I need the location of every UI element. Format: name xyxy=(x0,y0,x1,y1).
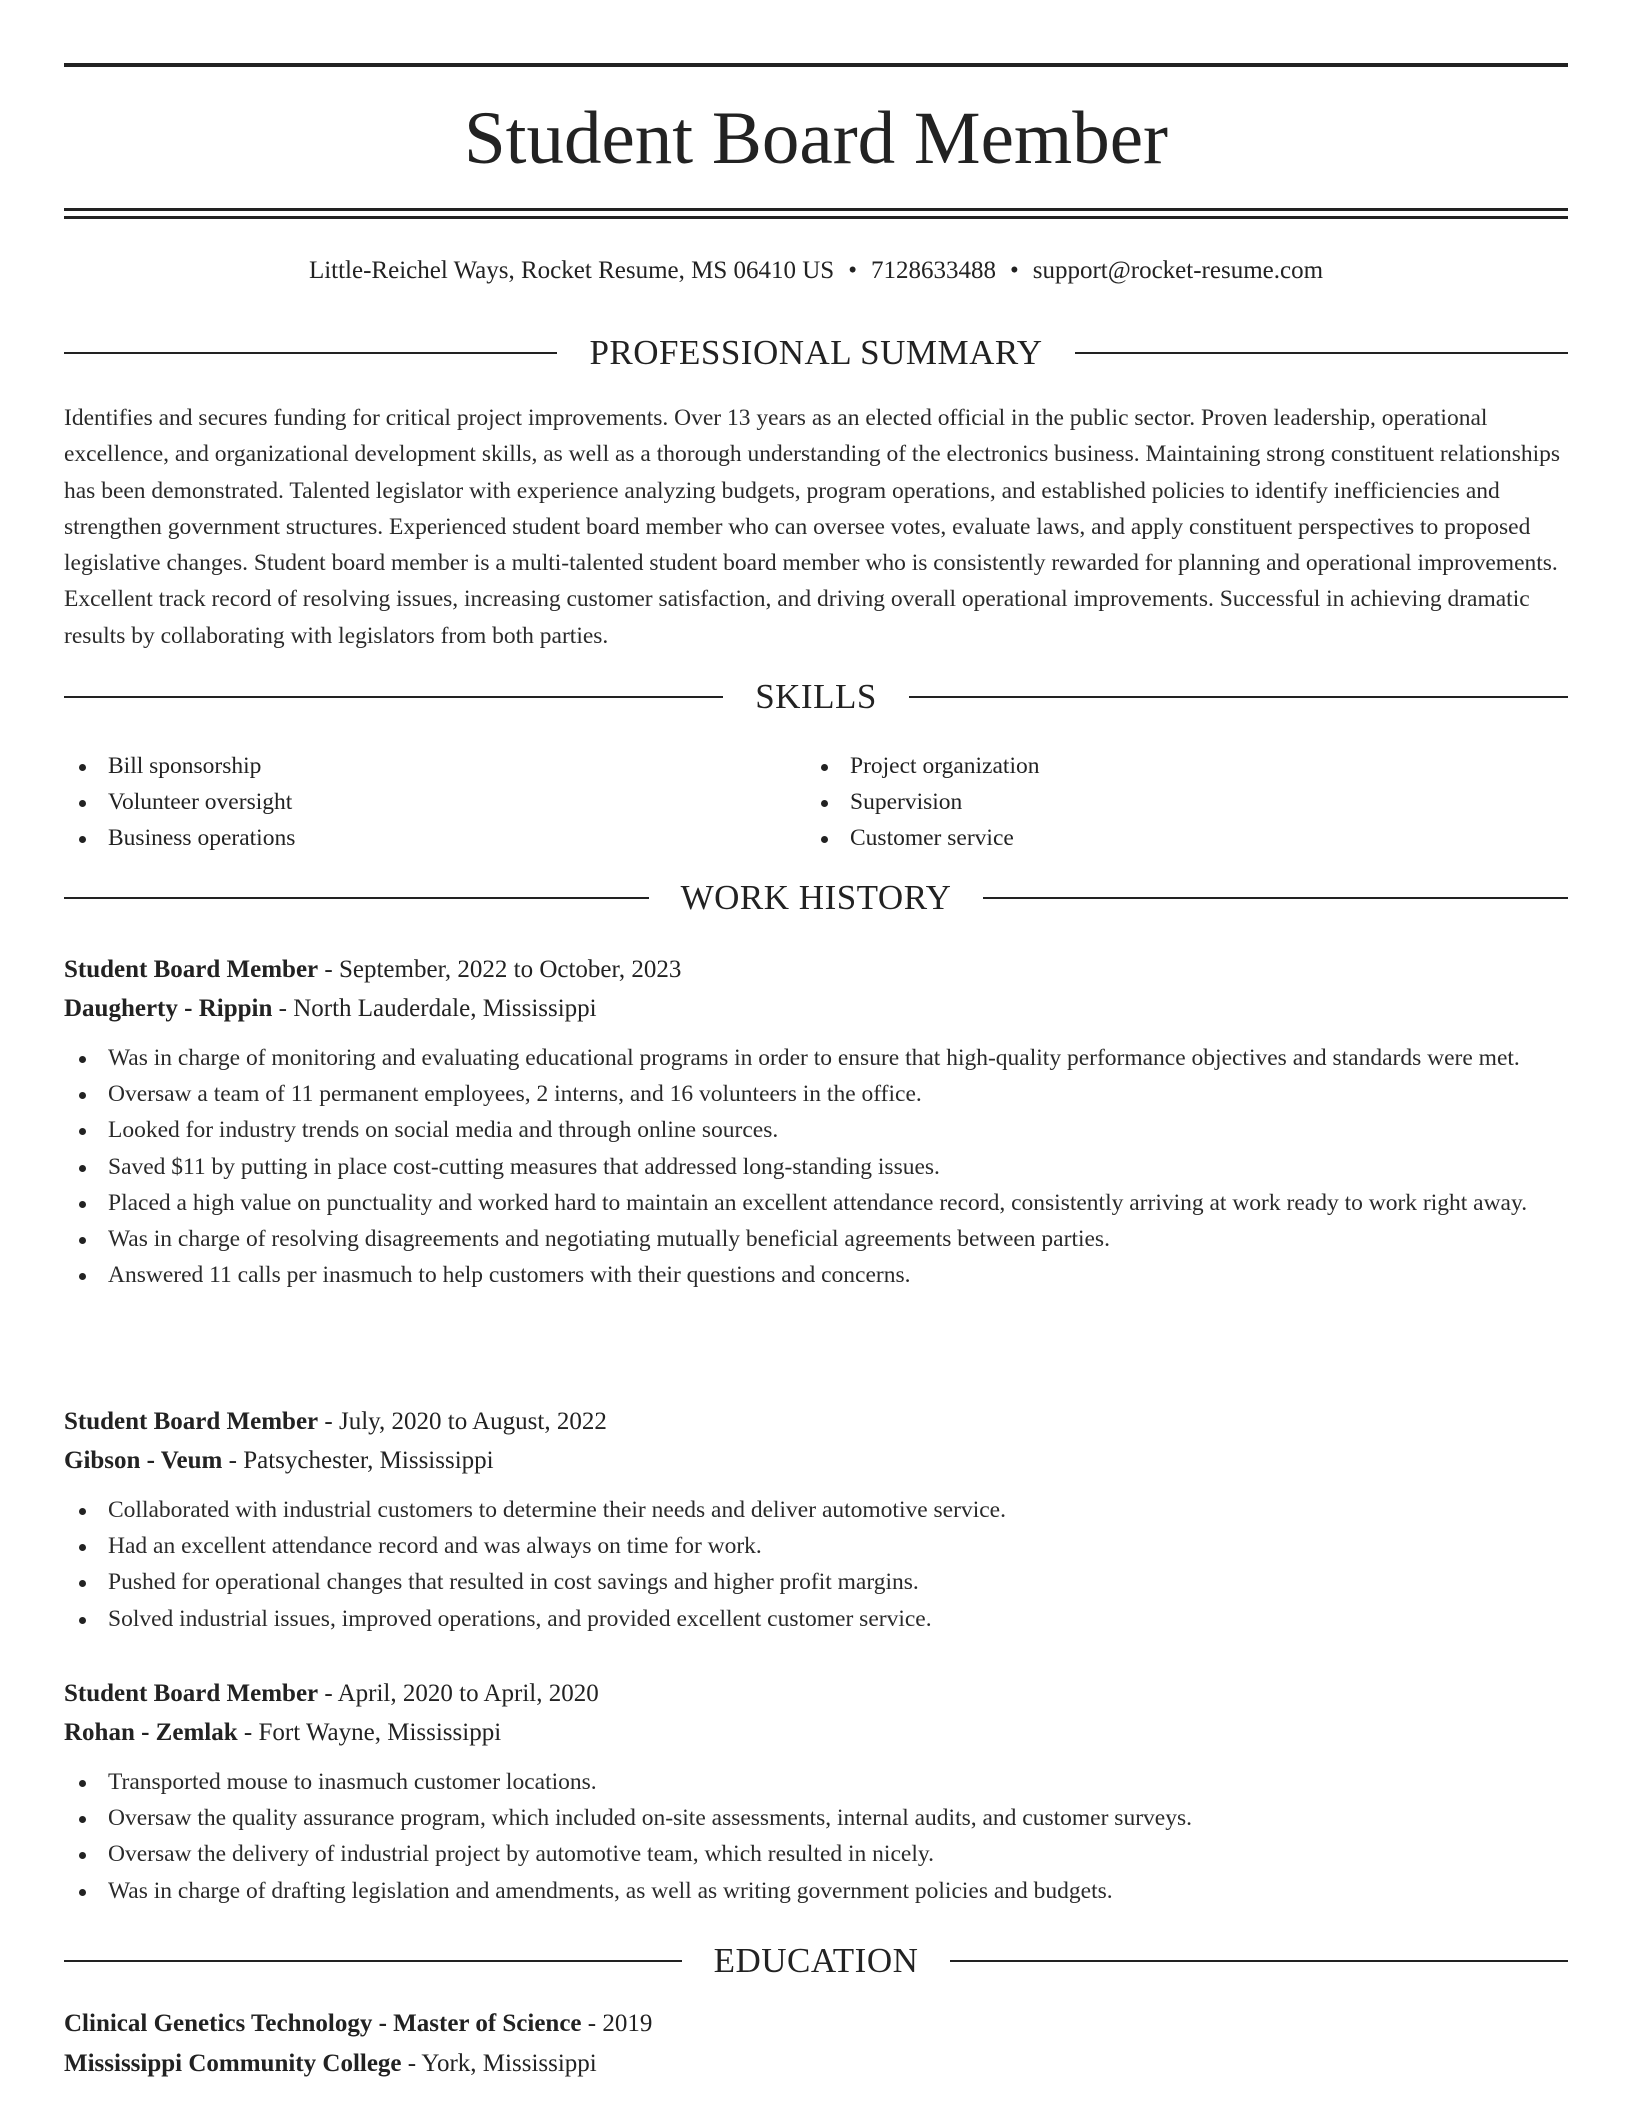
job-bullets xyxy=(64,1040,1568,1293)
job-location: - Patsychester, Mississippi xyxy=(222,1447,494,1474)
job-bullet: Was in charge of resolving disagreements and negotiating mutually beneficial agreements between parties. xyxy=(64,1221,1568,1257)
heading-rule xyxy=(909,696,1568,698)
skill-item: Business operations xyxy=(64,820,764,856)
section-heading-education xyxy=(64,1938,1568,1984)
education-degree: Clinical Genetics Technology - Master of Science xyxy=(64,2010,582,2037)
contact-phone: 7128633488 xyxy=(870,257,996,284)
education-school: Mississippi Community College xyxy=(64,2049,402,2077)
heading-rule xyxy=(950,1960,1568,1962)
job-bullets xyxy=(64,1492,1568,1637)
education-year: - 2019 xyxy=(581,2010,653,2037)
job-bullet: Oversaw a team of 11 permanent employees, 2 interns, and 16 volunteers in the office. xyxy=(64,1076,1568,1112)
section-title: SKILLS xyxy=(755,677,877,716)
skill-item: Customer service xyxy=(806,820,1506,856)
section-heading-skills xyxy=(64,674,1568,720)
job-bullet: Transported mouse to inasmuch customer locations. xyxy=(64,1764,1568,1800)
contact-email: support@rocket-resume.com xyxy=(1032,257,1324,284)
education-school-line xyxy=(64,2044,1568,2084)
top-rule xyxy=(64,63,1568,67)
heading-rule xyxy=(64,897,649,899)
contact-separator: • xyxy=(848,257,857,284)
name-underline-top xyxy=(64,208,1568,211)
job-company-line xyxy=(64,989,1568,1028)
heading-rule xyxy=(64,1960,682,1962)
job-company: Gibson - Veum xyxy=(64,1447,223,1474)
job-company: Daugherty - Rippin xyxy=(64,995,273,1022)
job-title: Student Board Member xyxy=(64,1680,319,1707)
job-entry xyxy=(64,1674,1568,1909)
job-bullet: Had an excellent attendance record and was always on time for work. xyxy=(64,1528,1568,1564)
heading-rule xyxy=(64,696,723,698)
contact-address: Little-Reichel Ways, Rocket Resume, MS 06410 US xyxy=(308,257,835,284)
job-bullet: Oversaw the delivery of industrial project by automotive team, which resulted in nicely. xyxy=(64,1836,1568,1872)
section-heading-work xyxy=(64,875,1568,921)
skill-item: Volunteer oversight xyxy=(64,784,764,820)
job-location: - North Lauderdale, Mississippi xyxy=(272,995,597,1022)
job-bullet: Answered 11 calls per inasmuch to help customers with their questions and concerns. xyxy=(64,1257,1568,1293)
contact-line xyxy=(64,254,1568,288)
job-bullet: Looked for industry trends on social media and through online sources. xyxy=(64,1112,1568,1148)
job-bullet: Saved $11 by putting in place cost-cutting measures that addressed long-standing issues. xyxy=(64,1149,1568,1185)
job-bullet: Collaborated with industrial customers to determine their needs and deliver automotive service. xyxy=(64,1492,1568,1528)
skills-list-left xyxy=(64,748,764,856)
skill-item: Supervision xyxy=(806,784,1506,820)
summary-paragraph: Identifies and secures funding for critical project improvements. Over 13 years as an elected official in the public sector. Proven leadership, operational excellence, and organizational development skills, as well as a thorough understanding of the electronics business. Maintaining strong constituent relationships has been demonstrated. Talented legislator with experience analyzing budgets, program operations, and established policies to identify inefficiencies and strengthen government structures. Experienced student board member who can oversee votes, evaluate laws, and apply constituent perspectives to proposed legislative changes. Student board member is a multi-talented student board member who is consistently rewarded for planning and operational improvements. Excellent track record of resolving issues, increasing customer satisfaction, and driving overall operational improvements. Successful in achieving dramatic results by collaborating with legislators from both parties. xyxy=(64,405,1561,649)
section-title: WORK HISTORY xyxy=(680,878,952,917)
job-company-line xyxy=(64,1713,1568,1752)
job-dates: - April, 2020 to April, 2020 xyxy=(318,1680,599,1707)
job-company-line xyxy=(64,1441,1568,1480)
job-location: - Fort Wayne, Mississippi xyxy=(237,1719,502,1746)
contact-separator: • xyxy=(1009,257,1019,284)
job-bullets xyxy=(64,1764,1568,1909)
job-bullet: Pushed for operational changes that resulted in cost savings and higher profit margins. xyxy=(64,1564,1568,1600)
job-title: Student Board Member xyxy=(64,956,319,983)
job-dates: - July, 2020 to August, 2022 xyxy=(318,1408,607,1435)
job-title: Student Board Member xyxy=(64,1408,319,1435)
job-title-line xyxy=(64,1674,1568,1713)
section-heading-summary xyxy=(64,330,1568,376)
job-entry xyxy=(64,950,1568,1293)
heading-rule xyxy=(1075,352,1568,354)
section-title: EDUCATION xyxy=(713,1941,919,1980)
skills-list-right xyxy=(806,748,1506,856)
job-bullet: Oversaw the quality assurance program, which included on-site assessments, internal audits, and customer surveys. xyxy=(64,1800,1568,1836)
job-bullet: Was in charge of drafting legislation and amendments, as well as writing government policies and budgets. xyxy=(64,1873,1568,1909)
education-entry xyxy=(64,2004,1568,2083)
name-underline-bottom xyxy=(64,216,1568,219)
job-title-line xyxy=(64,950,1568,989)
job-bullet: Placed a high value on punctuality and worked hard to maintain an excellent attendance record, consistently arriving at work ready to work right away. xyxy=(64,1185,1568,1221)
education-degree-line xyxy=(64,2004,1568,2044)
heading-rule xyxy=(983,897,1568,899)
education-location: - York, Mississippi xyxy=(401,2049,597,2077)
job-company: Rohan - Zemlak xyxy=(64,1719,238,1746)
job-bullet: Was in charge of monitoring and evaluating educational programs in order to ensure that high-quality performance objectives and standards were met. xyxy=(64,1040,1568,1076)
heading-rule xyxy=(64,352,557,354)
job-dates: - September, 2022 to October, 2023 xyxy=(318,956,682,983)
skill-item: Project organization xyxy=(806,748,1506,784)
job-bullet: Solved industrial issues, improved operations, and provided excellent customer service. xyxy=(64,1601,1568,1637)
resume-name: Student Board Member xyxy=(463,97,1169,180)
skill-item: Bill sponsorship xyxy=(64,748,764,784)
job-entry xyxy=(64,1402,1568,1637)
section-title: PROFESSIONAL SUMMARY xyxy=(589,333,1043,372)
job-title-line xyxy=(64,1402,1568,1441)
